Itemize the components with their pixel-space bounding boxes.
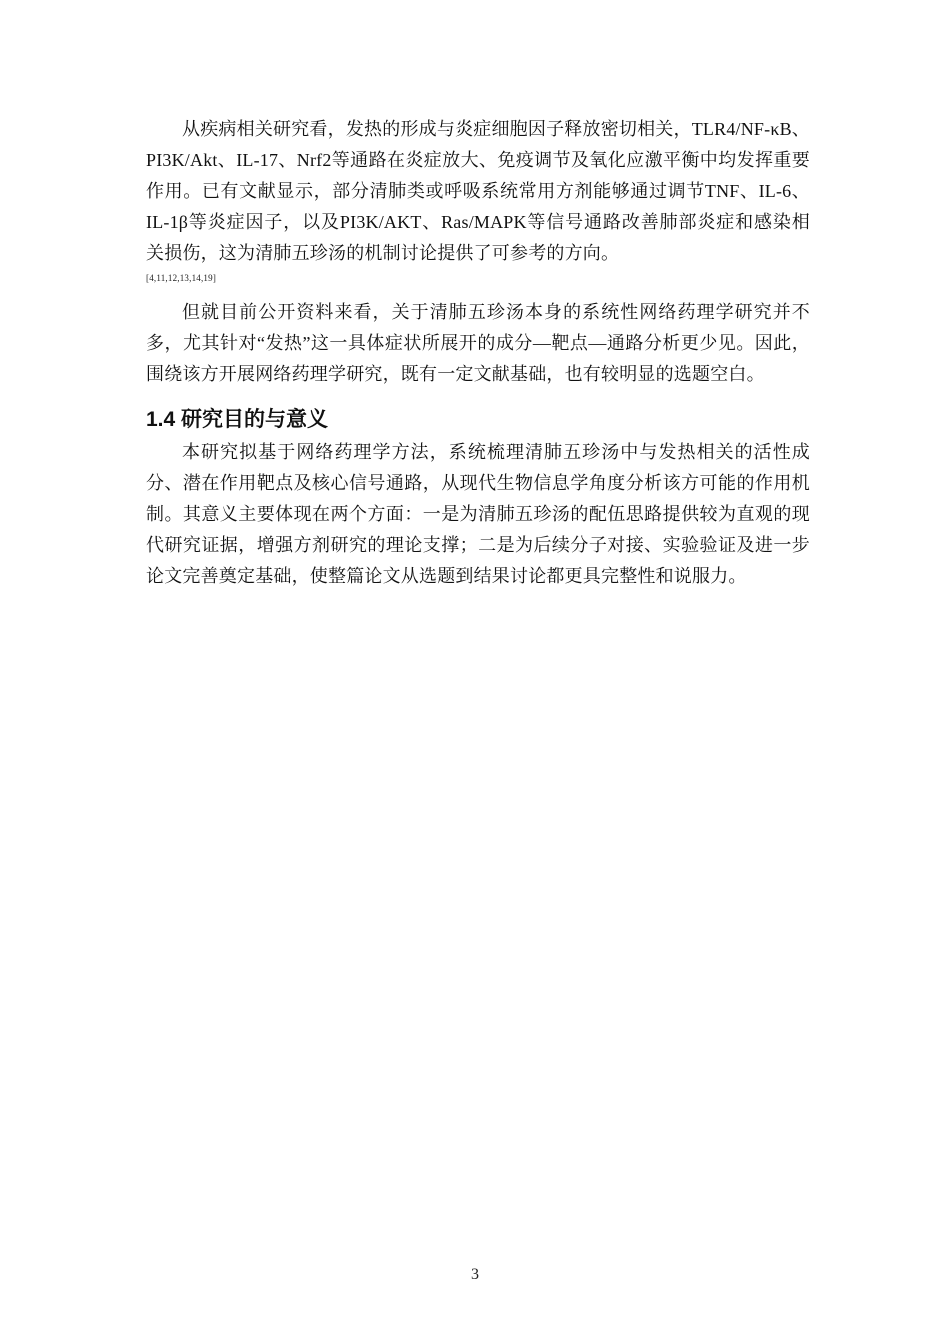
citation-reference: [4,11,12,13,14,19] xyxy=(146,273,217,283)
page-number: 3 xyxy=(471,1266,479,1283)
paragraph-disease-research-text: 从疾病相关研究看，发热的形成与炎症细胞因子释放密切相关，TLR4/NF-κB、PI3K/Akt、IL-17、Nrf2等通路在炎症放大、免疫调节及氧化应激平衡中均发挥重要作用。已有文献显示，部分清肺类或呼吸系统常用方剂能够通过调节TNF、IL-6、IL-1β等炎症因子，以及PI3K/AKT、Ras/MAPK等信号通路改善肺部炎症和感染相关损伤，这为清肺五珍汤的机制讨论提供了可参考的方向。 xyxy=(146,119,810,263)
section-heading: 1.4 研究目的与意义 xyxy=(146,408,329,431)
paragraph-research-gap: 但就目前公开资料来看，关于清肺五珍汤本身的系统性网络药理学研究并不多，尤其针对“发热”这一具体症状所展开的成分—靶点—通路分析更少见。因此，围绕该方开展网络药理学研究，既有一定文献基础，也有较明显的选题空白。 xyxy=(146,302,810,384)
paragraph-research-purpose: 本研究拟基于网络药理学方法，系统梳理清肺五珍汤中与发热相关的活性成分、潜在作用靶点及核心信号通路，从现代生物信息学角度分析该方可能的作用机制。其意义主要体现在两个方面：一是为清肺五珍汤的配伍思路提供较为直观的现代研究证据，增强方剂研究的理论支撑；二是为后续分子对接、实验验证及进一步论文完善奠定基础，使整篇论文从选题到结果讨论都更具完整性和说服力。 xyxy=(146,442,810,586)
paragraph-disease-research xyxy=(146,114,810,285)
page-body xyxy=(146,114,810,592)
